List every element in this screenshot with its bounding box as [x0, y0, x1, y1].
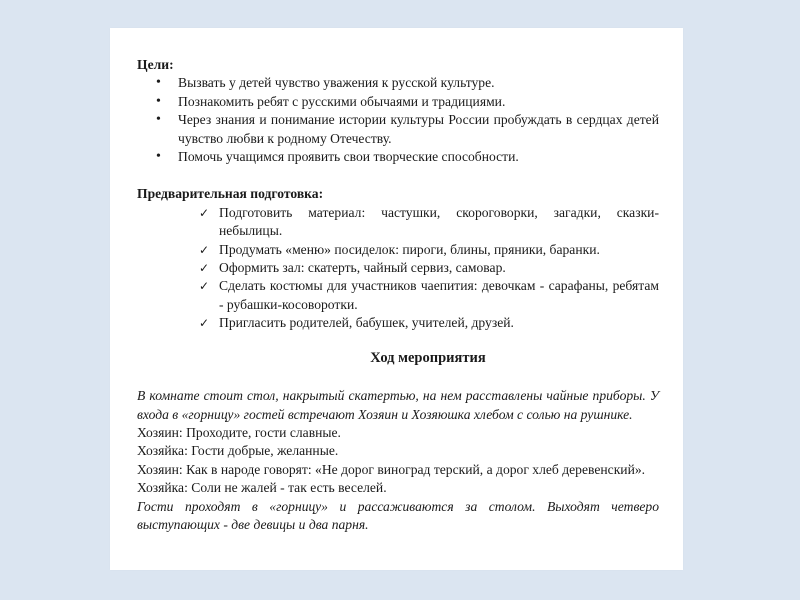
preparation-item [199, 314, 659, 332]
goal-item: • Вызвать у детей чувство уважения к русской культуре. [178, 74, 659, 92]
dialogue-line: Хозяйка: Гости добрые, желанные. [137, 443, 339, 459]
checkmark-icon: ✓ [199, 205, 210, 220]
dialogue-line: Хозяин: Как в народе говорят: «Не дорог виноград терский, а дорог хлеб деревенский». [137, 461, 646, 477]
preparation-item-text: Оформить зал: скатерть, чайный сервиз, самовар. [219, 260, 506, 276]
stage-direction: В комнате стоит стол, накрытый скатертью, на нем расставлены чайные приборы. У входа в «горницу» гостей встречают Хозяин и Хозяюшка хлебом с солью на рушнике. [137, 388, 659, 422]
preparation-item [199, 241, 659, 259]
checkmark-icon: ✓ [199, 279, 210, 294]
preparation-item [199, 259, 659, 277]
preparation-item-text: Сделать костюмы для участников чаепития: девочкам - сарафаны, ребятам - рубашки-косоворотки. [219, 278, 659, 312]
preparation-item-text: Пригласить родителей, бабушек, учителей, друзей. [219, 315, 514, 331]
event-script [137, 387, 659, 534]
preparation-item-text: Подготовить материал: частушки, скороговорки, загадки, сказки-небылицы. [219, 204, 659, 239]
preparation-item [199, 277, 659, 314]
stage-direction: Гости проходят в «горницу» и рассаживаются за столом. Выходят четверо выступающих - две девицы и два парня. [137, 498, 659, 532]
document-page [110, 28, 683, 570]
checkmark-icon: ✓ [199, 242, 210, 257]
dialogue-line: Хозяин: Проходите, гости славные. [137, 424, 341, 440]
dialogue-line: Хозяйка: Соли не жалей - так есть веселей. [137, 480, 387, 496]
event-title: Ход мероприятия [370, 349, 486, 366]
goal-item: • Через знания и понимание истории культуры России пробуждать в сердцах детей чувство любви к родному Отечеству. [178, 111, 659, 148]
preparation-list [137, 204, 659, 333]
goal-item: • Познакомить ребят с русскими обычаями и традициями. [178, 93, 659, 111]
checkmark-icon: ✓ [199, 261, 210, 276]
checkmark-icon: ✓ [199, 316, 210, 331]
preparation-item [199, 204, 659, 241]
goal-item: • Помочь учащимся проявить свои творческие способности. [178, 148, 659, 166]
preparation-heading: Предварительная подготовка: [137, 186, 324, 202]
preparation-item-text: Продумать «меню» посиделок: пироги, блины, пряники, баранки. [219, 241, 600, 257]
goals-list [137, 74, 659, 166]
document-body [137, 56, 659, 534]
goals-heading: Цели: [137, 57, 174, 72]
